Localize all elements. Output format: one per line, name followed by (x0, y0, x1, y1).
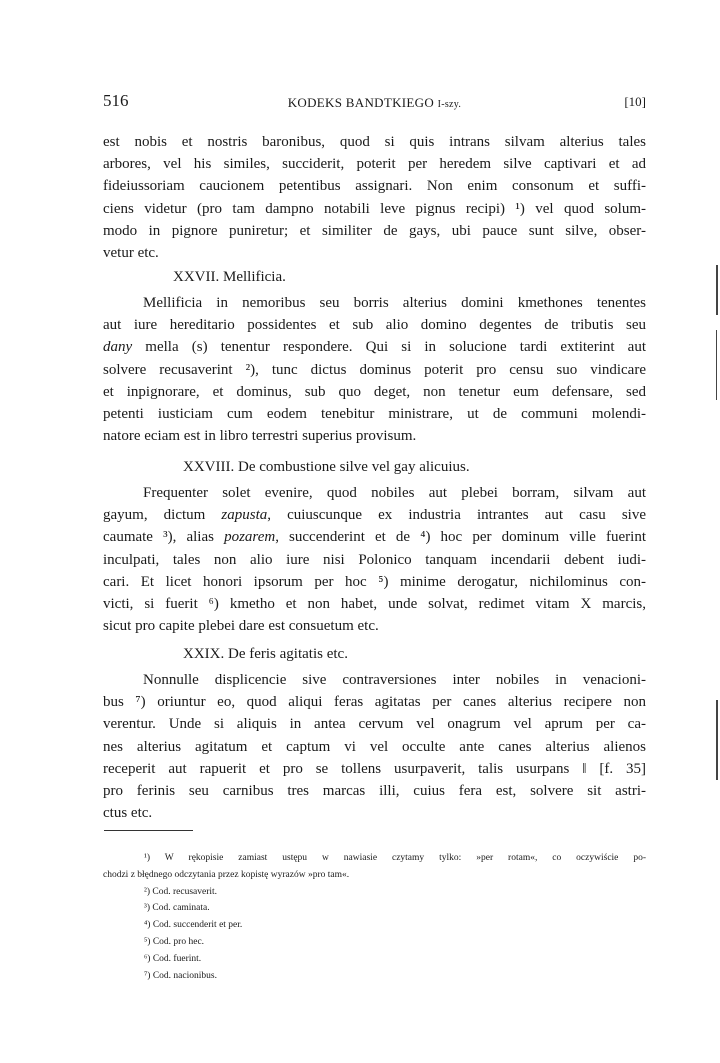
text-line: ciens videtur (pro tam dampno notabili leve pignus recipi) ¹) vel quod solum- (103, 200, 646, 217)
footnote: ¹) W rękopisie zamiast ustępu w nawiasie czytamy tylko: »per rotam«, co oczywiście po- (144, 853, 646, 863)
text-line: aut iure hereditario possidentes et sub alio domino degentes de tributis seu (103, 317, 646, 334)
footnote: ⁷) Cod. nacionibus. (144, 970, 217, 981)
footnote: ³) Cod. caminata. (144, 903, 210, 914)
footnote-rule (104, 830, 193, 831)
text-line: petenti iusticiam cum eodem tenebitur ministrare, ut de communi molendi- (103, 406, 646, 423)
footnote: ²) Cod. recusaverit. (144, 886, 218, 897)
text-line (103, 504, 646, 526)
text-run: gayum, dictum (103, 507, 222, 524)
section-29-paragraph (103, 669, 646, 824)
text-run: , succenderint et de ⁴) hoc per dominum ville fuerint (275, 529, 647, 546)
section-27-paragraph (103, 292, 646, 447)
footnote: chodzi z błędnego odczytania przez kopistę wyrazów »pro tam«. (103, 869, 350, 880)
page-number: 516 (103, 91, 129, 110)
text-line: arbores, vel his similes, succiderit, poterit per heredem silve captivari et ad (103, 156, 646, 173)
running-title (103, 95, 646, 111)
text-line: sicut pro capite plebei dare est consuetum etc. (103, 618, 379, 635)
footnote: ⁶) Cod. fuerint. (144, 953, 202, 964)
scan-edge-mark (716, 700, 718, 780)
section-heading-text: XXIX. De feris agitatis etc. (183, 646, 348, 662)
vernacular-term: dany (103, 339, 133, 356)
text-line: bus ⁷) oriuntur eo, quod aliqui feras agitatas per canes alterius recipere non (103, 694, 646, 711)
text-line: ctus etc. (103, 805, 153, 822)
text-line: inculpati, tales non alio iure nisi Polonico tanquam incendarii debent iudi- (103, 551, 646, 568)
text-line (103, 336, 646, 358)
scan-edge-mark (716, 265, 718, 315)
section-28-paragraph (103, 482, 646, 637)
text-line: Frequenter solet evenire, quod nobiles aut plebei borram, silvam aut (143, 485, 646, 501)
section-heading-text: XXVII. Mellificia. (173, 269, 286, 285)
running-header (103, 91, 646, 115)
footnotes (103, 850, 646, 984)
section-heading-text: XXVIII. De combustione silve vel gay alicuius. (183, 459, 470, 475)
text-line (103, 526, 646, 548)
vernacular-term: pozarem (224, 529, 276, 546)
text-line: est nobis et nostris baronibus, quod si quis intrans silvam alterius tales (103, 134, 646, 150)
text-line: receperit aut rapuerit et pro se tollens usurpaverit, talis usurpans ‖ [f. 35] (103, 760, 646, 777)
text-line: victi, si fuerit ⁶) kmetho et non habet, unde solvat, redimet vitam X marcis, (103, 596, 646, 613)
text-line: modo in pignore puniretur; et similiter de gays, ubi pauce sunt silve, obser- (103, 222, 646, 239)
text-line: Nonnulle displicencie sive contraversiones inter nobiles in venacioni- (143, 672, 646, 688)
text-line: vetur etc. (103, 245, 159, 262)
scan-edge-mark (716, 330, 717, 400)
vernacular-term: zapusta (221, 507, 268, 524)
text-line: pro ferinis seu carnibus tres marcas illi, cuius fera est, solvere sit astri- (103, 783, 646, 800)
running-title-suffix: I-szy. (437, 99, 462, 110)
text-line: fideiussoriam caucionem petentibus assignari. Non enim consonum et suffi- (103, 178, 646, 195)
text-line: solvere recusaverint ²), tunc dictus dominus poterit pro censu suo vindicare (103, 361, 646, 378)
folio-reference: [10] (624, 94, 646, 109)
text-line: cari. Et licet honori ipsorum per hoc ⁵) minime derogatur, nichilominus con- (103, 573, 646, 590)
footnote: ⁵) Cod. pro hec. (144, 936, 205, 947)
paragraph-continuation (103, 131, 646, 264)
text-line: natore eciam est in libro terrestri superius provisum. (103, 428, 417, 445)
text-run: caumate ³), alias (103, 529, 225, 546)
text-line: et inpignorare, et dominus, sub quo deget, non tenetur eum defensare, sed (103, 383, 646, 400)
running-title-text: KODEKS BANDTKIEGO (287, 95, 435, 110)
text-line: verentur. Unde si aliquis in antea cervum vel onagrum vel aprum per ca- (103, 716, 646, 733)
text-line: Mellificia in nemoribus seu borris alterius domini kmethones tenentes (143, 295, 646, 311)
text-line: nes alterius agitatum et captum vi vel occulte ante canes alterius alienos (103, 738, 646, 755)
text-run: mella (s) tenentur respondere. Qui si in solucione tardi extiterint aut (132, 339, 646, 356)
text-run: , cuiuscunque ex industria intrantes aut casu sive (267, 507, 646, 524)
footnote: ⁴) Cod. succenderit et per. (144, 920, 243, 931)
